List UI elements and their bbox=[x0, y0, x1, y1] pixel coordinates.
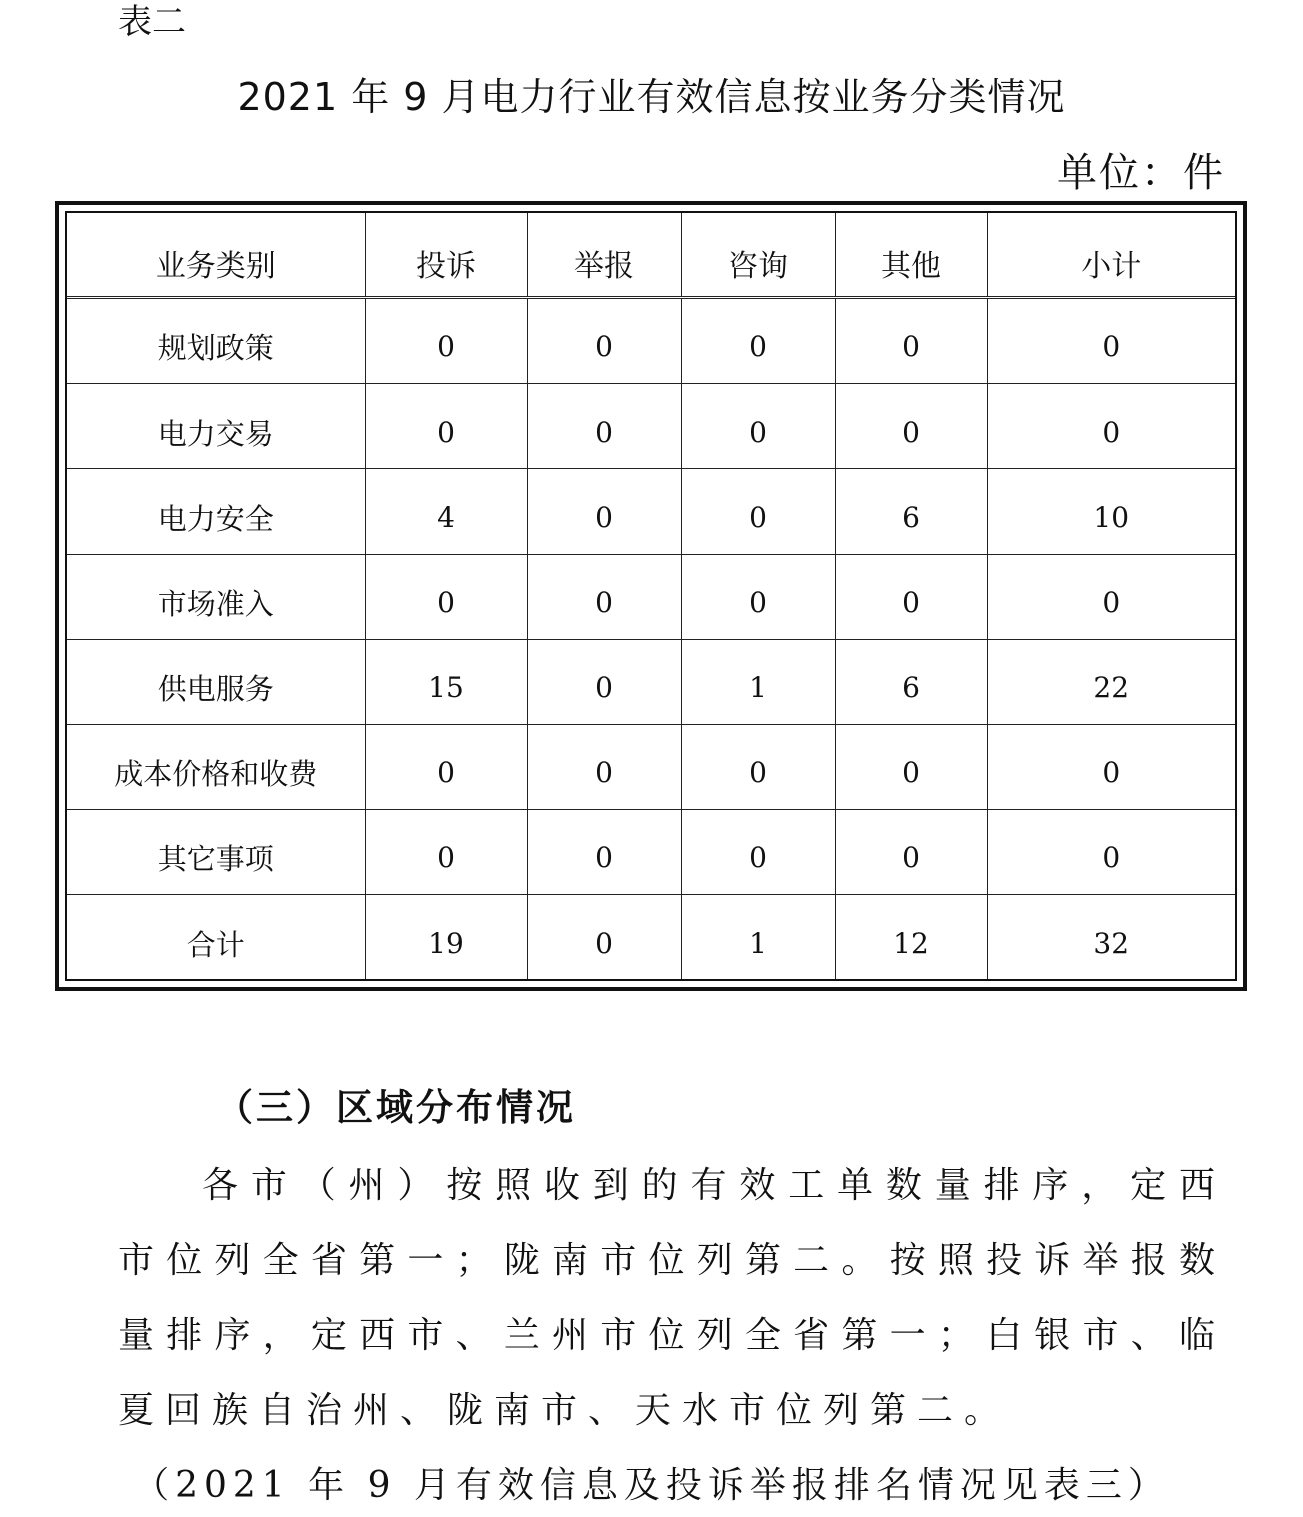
cell-subtotal: 0 bbox=[987, 297, 1235, 384]
reference-note: （2021 年 9 月有效信息及投诉举报排名情况见表三） bbox=[133, 1465, 1170, 1506]
cell-subtotal: 0 bbox=[987, 384, 1235, 469]
cell-complaint: 0 bbox=[365, 297, 527, 384]
table-row bbox=[67, 724, 1235, 809]
table-row bbox=[67, 384, 1235, 469]
row-category: 规划政策 bbox=[67, 297, 365, 384]
cell-other: 0 bbox=[835, 384, 987, 469]
cell-consult: 0 bbox=[681, 809, 835, 894]
cell-other: 0 bbox=[835, 724, 987, 809]
section-heading: （三）区域分布情况 bbox=[216, 1086, 576, 1129]
cell-subtotal: 22 bbox=[987, 639, 1235, 724]
table-row bbox=[67, 297, 1235, 384]
cell-other: 0 bbox=[835, 809, 987, 894]
cell-complaint: 19 bbox=[365, 895, 527, 979]
table-row bbox=[67, 639, 1235, 724]
table-inner-frame bbox=[65, 211, 1237, 981]
table-header-row bbox=[67, 213, 1235, 297]
cell-consult: 0 bbox=[681, 469, 835, 554]
cell-other: 0 bbox=[835, 297, 987, 384]
cell-subtotal: 0 bbox=[987, 554, 1235, 639]
business-category-table bbox=[67, 213, 1235, 979]
cell-subtotal: 10 bbox=[987, 469, 1235, 554]
header-report: 举报 bbox=[527, 213, 681, 297]
table-outer-frame bbox=[55, 201, 1247, 991]
cell-consult: 0 bbox=[681, 297, 835, 384]
unit-label: 单位：件 bbox=[1057, 150, 1225, 196]
cell-consult: 0 bbox=[681, 554, 835, 639]
row-category: 合计 bbox=[67, 895, 365, 979]
cell-report: 0 bbox=[527, 469, 681, 554]
table-total-row bbox=[67, 895, 1235, 979]
cell-consult: 0 bbox=[681, 724, 835, 809]
header-category: 业务类别 bbox=[67, 213, 365, 297]
cell-report: 0 bbox=[527, 809, 681, 894]
cell-report: 0 bbox=[527, 384, 681, 469]
row-category: 电力安全 bbox=[67, 469, 365, 554]
header-other: 其他 bbox=[835, 213, 987, 297]
cell-consult: 1 bbox=[681, 639, 835, 724]
header-consult: 咨询 bbox=[681, 213, 835, 297]
cell-complaint: 0 bbox=[365, 809, 527, 894]
cell-complaint: 0 bbox=[365, 384, 527, 469]
cell-complaint: 0 bbox=[365, 724, 527, 809]
row-category: 供电服务 bbox=[67, 639, 365, 724]
row-category: 电力交易 bbox=[67, 384, 365, 469]
cell-subtotal: 0 bbox=[987, 724, 1235, 809]
header-subtotal: 小计 bbox=[987, 213, 1235, 297]
table-row bbox=[67, 554, 1235, 639]
cell-report: 0 bbox=[527, 639, 681, 724]
cell-complaint: 4 bbox=[365, 469, 527, 554]
cell-other: 0 bbox=[835, 554, 987, 639]
cell-subtotal: 32 bbox=[987, 895, 1235, 979]
row-category: 市场准入 bbox=[67, 554, 365, 639]
cell-consult: 0 bbox=[681, 384, 835, 469]
body-paragraph: 各市（州）按照收到的有效工单数量排序，定西市位列全省第一；陇南市位列第二。按照投诉举报数量排序，定西市、兰州市位列全省第一；白银市、临夏回族自治州、陇南市、天水市位列第二。 bbox=[118, 1165, 1226, 1431]
table-number-label: 表二 bbox=[118, 2, 186, 42]
cell-complaint: 0 bbox=[365, 554, 527, 639]
table-title: 2021 年 9 月电力行业有效信息按业务分类情况 bbox=[237, 75, 1066, 119]
row-category: 成本价格和收费 bbox=[67, 724, 365, 809]
cell-complaint: 15 bbox=[365, 639, 527, 724]
cell-consult: 1 bbox=[681, 895, 835, 979]
cell-other: 6 bbox=[835, 639, 987, 724]
cell-report: 0 bbox=[527, 297, 681, 384]
cell-report: 0 bbox=[527, 724, 681, 809]
cell-other: 12 bbox=[835, 895, 987, 979]
cell-subtotal: 0 bbox=[987, 809, 1235, 894]
cell-report: 0 bbox=[527, 554, 681, 639]
header-complaint: 投诉 bbox=[365, 213, 527, 297]
table-row bbox=[67, 809, 1235, 894]
row-category: 其它事项 bbox=[67, 809, 365, 894]
table-row bbox=[67, 469, 1235, 554]
cell-other: 6 bbox=[835, 469, 987, 554]
cell-report: 0 bbox=[527, 895, 681, 979]
